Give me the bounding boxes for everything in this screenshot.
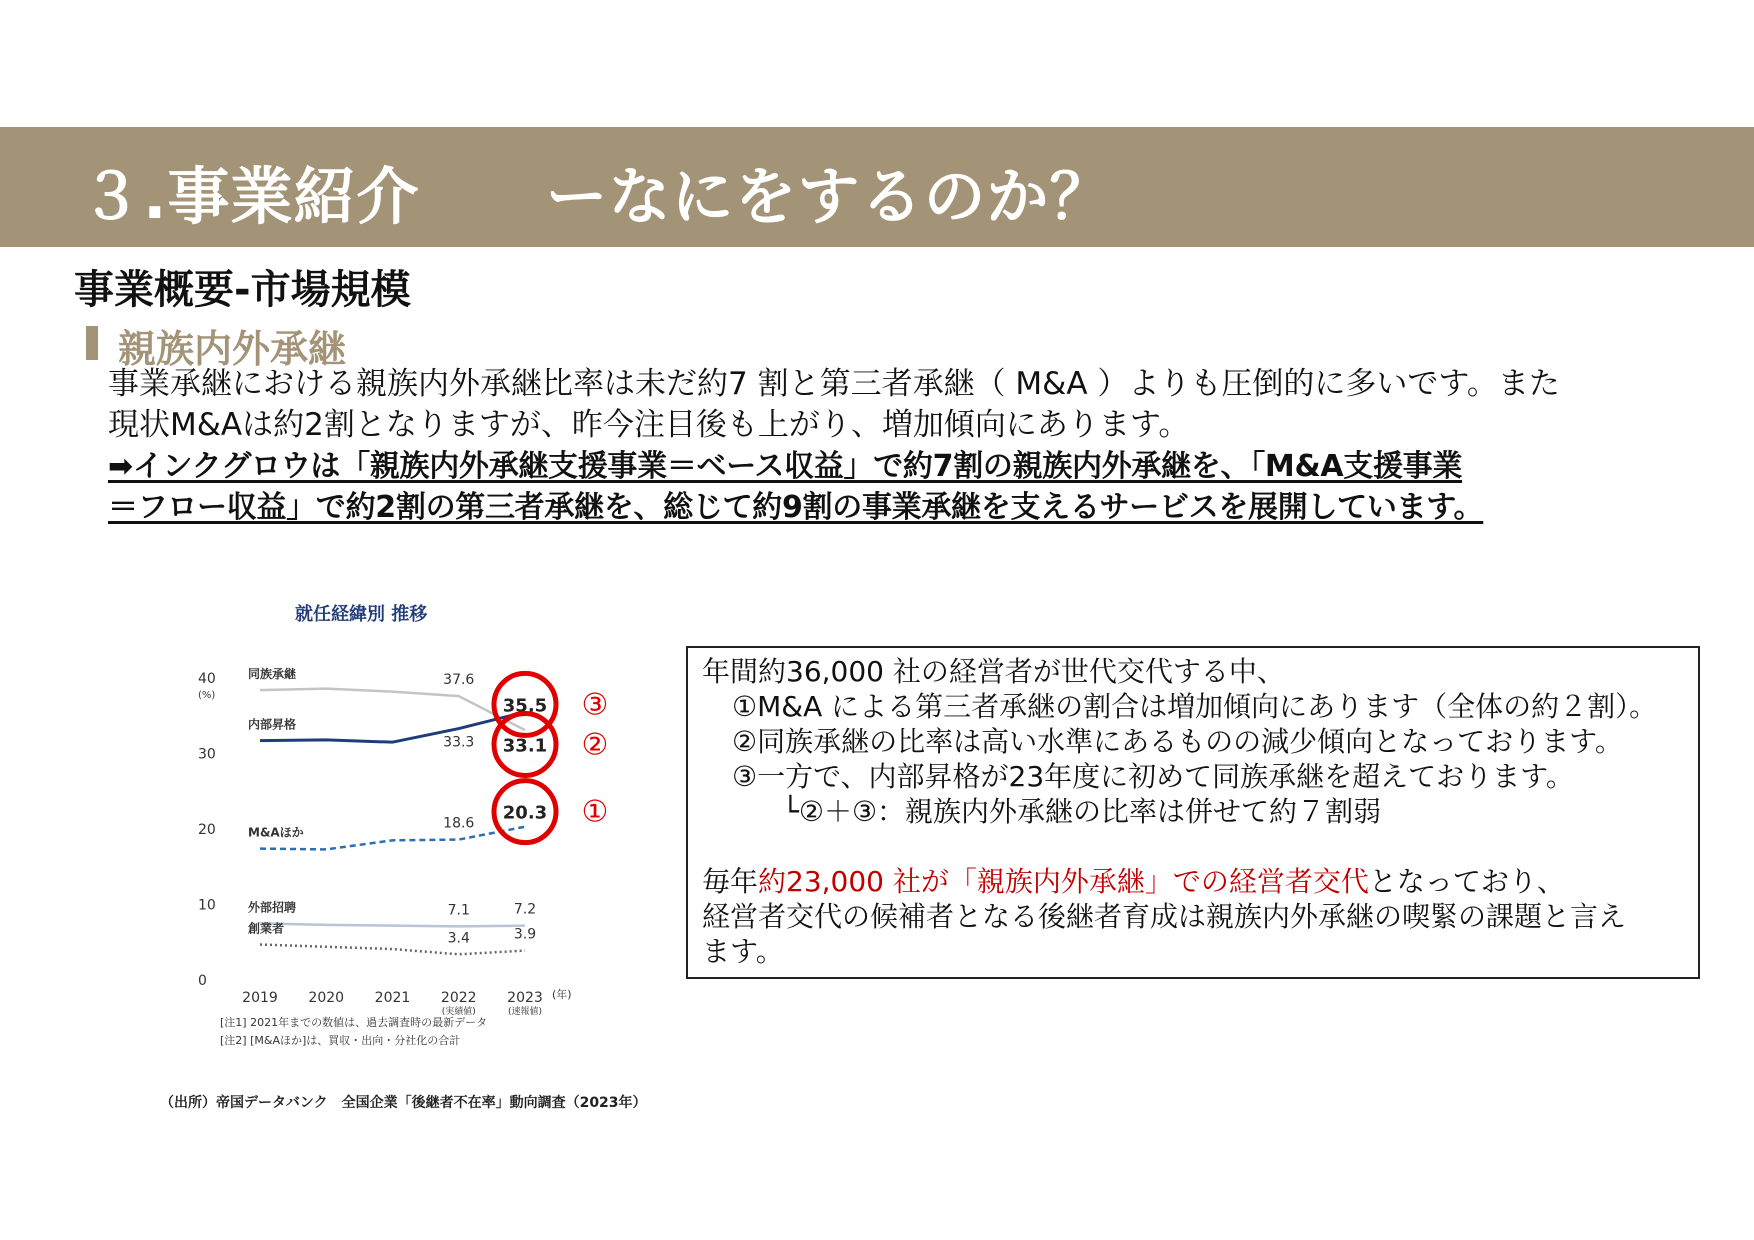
body-line-2: 現状M&Aは約2割となりますが、昨今注目後も上がり、増加傾向にあります。: [108, 407, 1190, 443]
info-line-6-suffix: となっており、: [1368, 865, 1565, 898]
y-tick-label: 20: [198, 822, 216, 838]
emphasis-line-1: ➡インクグロウは「親族内外承継支援事業＝ベース収益」で約7割の親族内外承継を、「M&A支援事業: [108, 449, 1463, 484]
series-line-4: [260, 945, 525, 955]
data-label: 3.9: [513, 926, 537, 943]
callout-mark: ①: [581, 794, 609, 830]
y-tick-label: 30: [198, 746, 216, 763]
callout-value: 33.1: [502, 735, 548, 757]
chart-note-1: [注1] 2021年までの数値は、過去調査時の最新データ: [220, 1016, 488, 1029]
x-tick-label: 2021: [374, 990, 411, 1006]
x-tick-label: 2019: [242, 990, 278, 1006]
chart-title: 就任経緯別 推移: [295, 604, 428, 625]
source-note: （出所）帝国データバンク 全国企業「後継者不在率」動向調査（2023年）: [160, 1095, 647, 1111]
info-line-7: 経営者交代の候補者となる後継者育成は親族内外承継の喫緊の課題と言え: [702, 900, 1627, 933]
x-tick-label: 2022: [440, 990, 477, 1006]
callout-value: 35.5: [502, 695, 548, 717]
data-label: 37.6: [443, 672, 475, 689]
callout-mark: ③: [581, 687, 609, 723]
x-tick-label: 2023: [507, 990, 543, 1006]
info-line-1: 年間約36,000 社の経営者が世代交代する中、: [702, 655, 1285, 688]
line-chart: [180, 590, 680, 1080]
chart-note-2: [注2] [M&Aほか]は、買収・出向・分社化の合計: [220, 1034, 461, 1047]
emphasis-line-2: ＝フロー収益」で約2割の第三者承継を、総じて約9割の事業承継を支えるサービスを展開しています。: [108, 490, 1484, 525]
series-name-label: 創業者: [248, 921, 285, 936]
page-title: ３.事業紹介 ーなにをするのか？: [80, 160, 1113, 233]
info-line-6-prefix: 毎年: [702, 865, 759, 898]
y-tick-label: 40: [198, 671, 216, 687]
y-tick-label: 0: [198, 973, 207, 989]
series-name-label: M&Aほか: [248, 825, 304, 840]
body-paragraph: [108, 364, 1718, 528]
x-tick-sublabel: (速報値): [507, 1007, 543, 1017]
data-label: 18.6: [443, 815, 475, 832]
data-label: 7.2: [513, 901, 537, 918]
chart-svg: [180, 590, 680, 1080]
series-name-label: 外部招聘: [248, 900, 297, 915]
info-line-4: ③一方で、内部昇格が23年度に初めて同族承継を超えております。: [732, 760, 1574, 793]
series-line-1: [260, 712, 525, 742]
data-label: 7.1: [447, 902, 470, 919]
series-name-label: 内部昇格: [248, 717, 297, 732]
info-spacer: [702, 829, 1698, 864]
series-name-label: 同族承継: [248, 667, 297, 682]
x-tick-sublabel: (実績値): [441, 1007, 476, 1017]
info-box: [686, 646, 1700, 979]
callout-value: 20.3: [502, 802, 548, 824]
info-line-2: ①M&A による第三者承継の割合は増加傾向にあります（全体の約２割）。: [732, 690, 1658, 723]
series-line-3: [260, 923, 525, 926]
info-line-3: ②同族承継の比率は高い水準にあるものの減少傾向となっております。: [732, 725, 1623, 758]
subheading-marker: [86, 326, 98, 360]
subheading: 親族内外承継: [118, 327, 347, 371]
info-line-6-highlight: 約23,000 社が「親族内外承継」での経営者交代: [758, 865, 1369, 898]
y-axis-unit: (%): [198, 690, 216, 701]
data-label: 33.3: [443, 734, 475, 751]
y-tick-label: 10: [198, 897, 216, 914]
year-unit-label: (年): [552, 988, 572, 1001]
info-line-5: └②＋③：親族内外承継の比率は併せて約７割弱: [782, 795, 1382, 828]
callout-mark: ②: [581, 727, 609, 763]
info-line-6: [702, 864, 1698, 899]
body-line-1: 事業承継における親族内外承継比率は未だ約7 割と第三者承継（ M&A ）よりも圧倒的に多いです。また: [108, 366, 1560, 402]
x-tick-label: 2020: [308, 990, 345, 1006]
series-line-0: [260, 689, 525, 731]
title-band: [0, 127, 1754, 247]
info-line-8: ます。: [702, 935, 784, 968]
section-heading: 事業概要-市場規模: [74, 267, 411, 313]
data-label: 3.4: [447, 930, 470, 947]
